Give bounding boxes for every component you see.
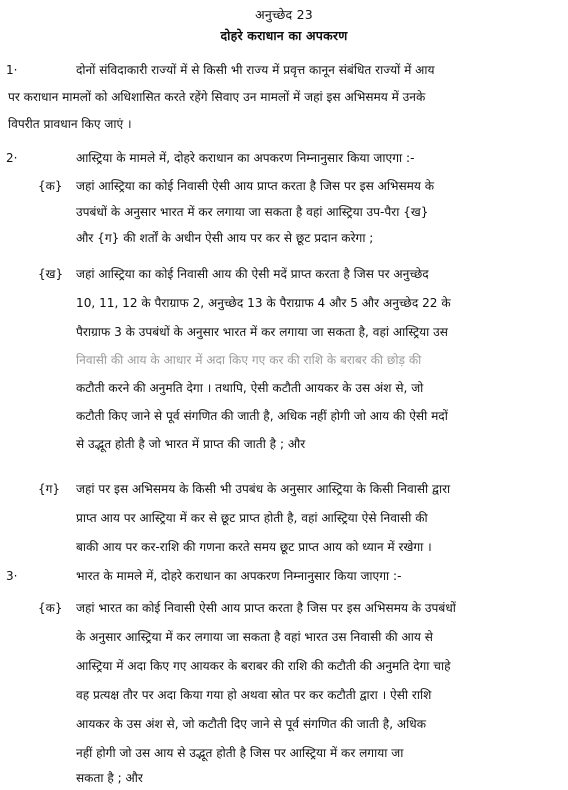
para-line: नहीं होगी जो उस आय से उद्भूत होती है जिस पर आस्ट्रिया में कर लगाया जा: [76, 746, 404, 760]
sub-marker: {ख}: [38, 267, 64, 281]
sub-marker: {क}: [38, 179, 63, 193]
article-number: अनुच्छेद 23: [255, 7, 313, 22]
para-line: जहां आस्ट्रिया का कोई निवासी आय की ऐसी मदें प्राप्त करता है जिस पर अनुच्छेद: [76, 267, 429, 281]
para-line: विपरीत प्रावधान किए जाएं ।: [8, 117, 132, 131]
para-line: सकता है ; और: [76, 771, 143, 785]
para-line: से उद्भूत होती है जो भारत में प्राप्त की जाती है ; और: [76, 437, 306, 451]
article-title: दोहरे कराधान का अपकरण: [220, 28, 348, 43]
para-line: के अनुसार आस्ट्रिया में कर लगाया जा सकता है वहां भारत उस निवासी की आय से: [76, 630, 433, 644]
para-line: पर कराधान मामलों को अधिशासित करते रहेंगे सिवाए उन मामलों में जहां इस अभिसमय में उनके: [8, 90, 426, 104]
para-line: वह प्रत्यक्ष तौर पर अदा किया गया हो अथवा स्रोत पर कर कटौती द्वारा । ऐसी राशि: [76, 688, 432, 702]
para-line: दोनों संविदाकारी राज्यों में से किसी भी राज्य में प्रवृत्त कानून संबंधित राज्यों में आय: [76, 63, 435, 77]
sub-marker: {क}: [38, 601, 63, 615]
para-line: जहां भारत का कोई निवासी ऐसी आय प्राप्त करता है जिस पर इस अभिसमय के उपबंधों: [76, 601, 456, 615]
para-line: प्राप्त आय पर आस्ट्रिया में कर से छूट प्राप्त होती है, वहां आस्ट्रिया ऐसे निवासी की: [76, 511, 428, 525]
para-line: कटौती किए जाने से पूर्व संगणित की जाती है, अधिक नहीं होगी जो आय की ऐसी मदों: [76, 409, 448, 423]
para-line: उपबंधों के अनुसार भारत में कर लगाया जा सकता है वहां आस्ट्रिया उप-पैरा {ख}: [76, 205, 429, 219]
para-line: 10, 11, 12 के पैराग्राफ 2, अनुच्छेद 13 के पैराग्राफ 4 और 5 और अनुच्छेद 22 के: [76, 296, 451, 310]
para-line: बाकी आय पर कर-राशि की गणना करते समय छूट प्राप्त आय को ध्यान में रखेगा ।: [76, 540, 432, 554]
para-line: जहां पर इस अभिसमय के किसी भी उपबंध के अनुसार आस्ट्रिया के किसी निवासी द्वारा: [76, 482, 451, 496]
para-line: जहां आस्ट्रिया का कोई निवासी ऐसी आय प्राप्त करता है जिस पर इस अभिसमय के: [76, 179, 435, 193]
para-number: 2·: [6, 151, 18, 165]
para-line: कटौती करने की अनुमति देगा । तथापि, ऐसी कटौती आयकर के उस अंश से, जो: [76, 381, 424, 395]
para-intro: आस्ट्रिया के मामले में, दोहरे कराधान का अपकरण निम्नानुसार किया जाएगा :-: [76, 151, 415, 165]
sub-marker: {ग}: [38, 482, 61, 496]
para-line: आयकर के उस अंश से, जो कटौती दिए जाने से पूर्व संगणित की जाती है, अधिक: [76, 717, 426, 731]
para-line-faint: निवासी की आय के आधार में अदा किए गए कर की राशि के बराबर की छोड़ की: [76, 353, 422, 367]
para-line: आस्ट्रिया में अदा किए गए आयकर के बराबर की राशि की कटौती की अनुमति देगा चाहे: [76, 659, 451, 673]
para-number: 1·: [6, 63, 18, 77]
para-intro: भारत के मामले में, दोहरे कराधान का अपकरण निम्नानुसार किया जाएगा :-: [76, 569, 402, 583]
para-number: 3·: [6, 569, 18, 583]
para-line: और {ग} की शर्तों के अधीन ऐसी आय पर कर से छूट प्रदान करेगा ;: [76, 231, 374, 245]
para-line: पैराग्राफ 3 के उपबंधों के अनुसार भारत में कर लगाया जा सकता है, वहां आस्ट्रिया उस: [76, 325, 448, 339]
